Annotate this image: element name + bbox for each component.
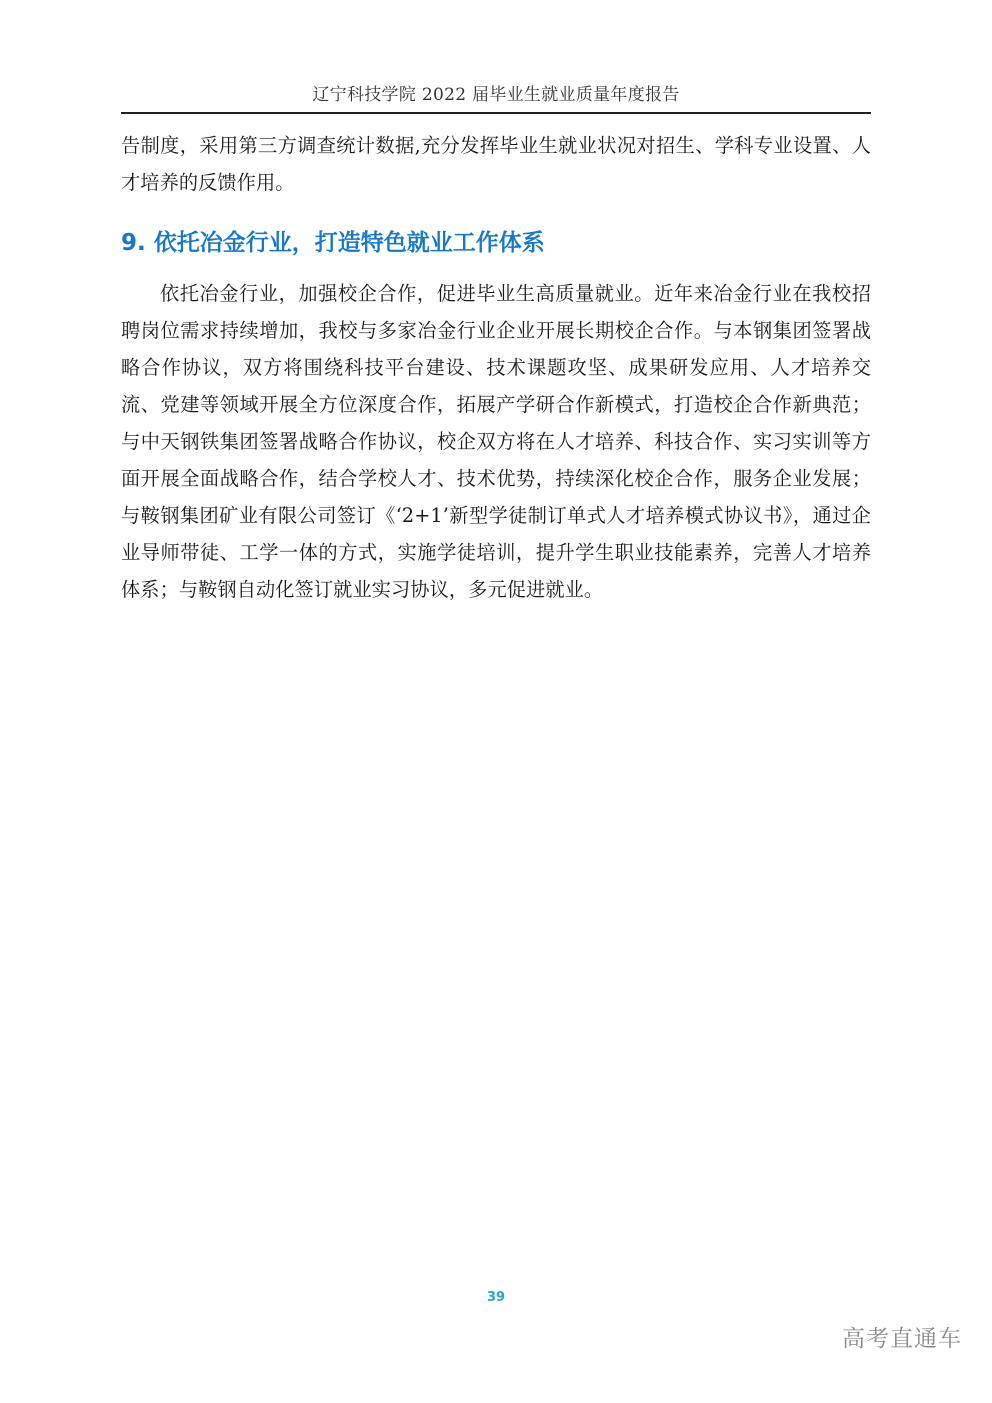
page-number: 39 — [486, 1290, 506, 1305]
header-title: 辽宁科技学院 2022 届毕业生就业质量年度报告 — [312, 85, 680, 105]
watermark-text: 高考直通车 — [842, 1326, 962, 1352]
section-paragraph: 依托冶金行业，加强校企合作，促进毕业生高质量就业。近年来冶金行业在我校招聘岗位需求持续增加，我校与多家冶金行业企业开展长期校企合作。与本钢集团签署战略合作协议，双方将围绕科技平台建设、技术课题攻坚、成果研发应用、人才培养交流、党建等领域开展全方位深度合作，拓展产学研合作新模式，打造校企合作新典范；与中天钢铁集团签署战略合作协议，校企双方将在人才培养、科技合作、实习实训等方面开展全面战略合作，结合学校人才、技术优势，持续深化校企合作，服务企业发展；与鞍钢集团矿业有限公司签订《‘2+1’新型学徒制订单式人才培养模式协议书》，通过企业导师带徒、工学一体的方式，实施学徒培训，提升学生职业技能素养，完善人才培养体系；与鞍钢自动化签订就业实习协议，多元促进就业。 — [121, 282, 871, 601]
continuation-paragraph: 告制度，采用第三方调查统计数据,充分发挥毕业生就业状况对招生、学科专业设置、人才培养的反馈作用。 — [121, 134, 871, 194]
page-content — [121, 127, 871, 608]
section-heading: 9. 依托冶金行业，打造特色就业工作体系 — [121, 230, 545, 256]
page-header — [121, 82, 871, 114]
